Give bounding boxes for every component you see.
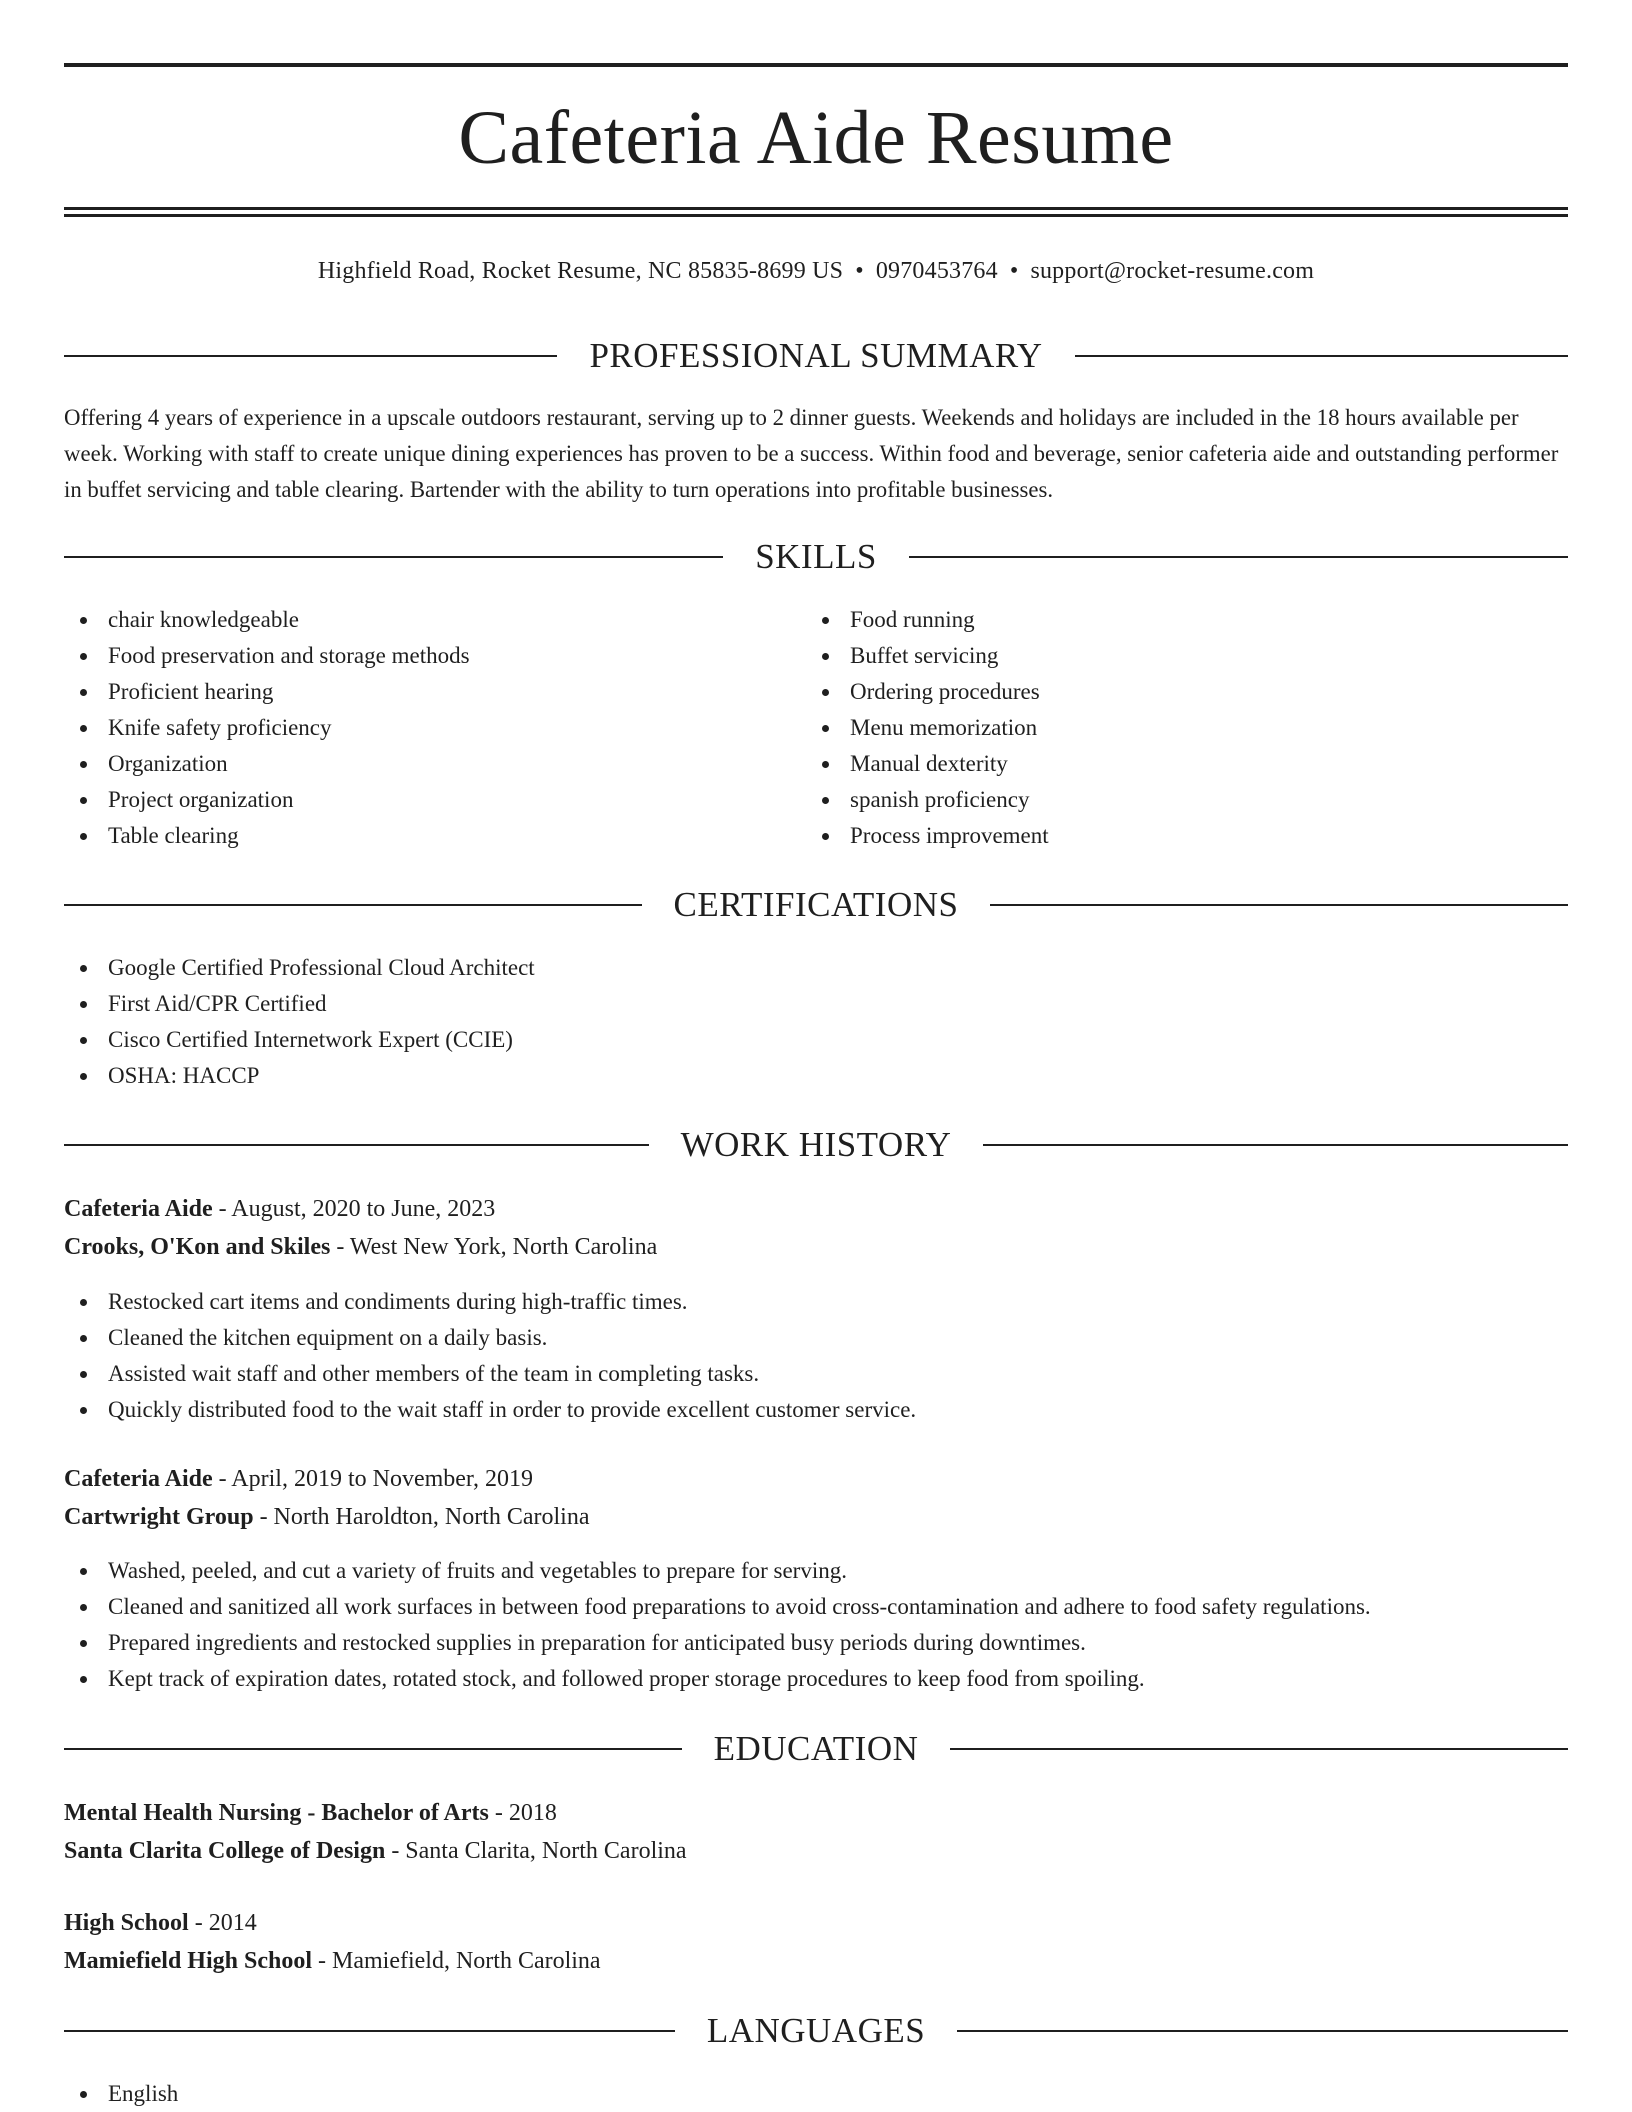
job-dates: - April, 2019 to November, 2019: [212, 1466, 533, 1492]
skill-item: Process improvement: [806, 818, 1049, 854]
job-title-line: [64, 1190, 495, 1228]
heading-rule: [1075, 355, 1568, 357]
skill-item: Menu memorization: [806, 710, 1049, 746]
section-title: EDUCATION: [713, 1729, 919, 1768]
section-heading-languages: [64, 2009, 1568, 2053]
section-heading-education: [64, 1727, 1568, 1771]
job-company-line: [64, 1498, 590, 1536]
certifications-list: [64, 950, 535, 1094]
job-dates: - August, 2020 to June, 2023: [212, 1196, 496, 1222]
job-bullet: Quickly distributed food to the wait staff in order to provide excellent customer service.: [64, 1392, 916, 1428]
job-bullets: [64, 1553, 1371, 1697]
job-title-line: [64, 1460, 533, 1498]
skill-item: Food running: [806, 602, 1049, 638]
certification-item: Google Certified Professional Cloud Architect: [64, 950, 535, 986]
job-bullet: Cleaned and sanitized all work surfaces in between food preparations to avoid cross-contamination and adhere to food safety regulations.: [64, 1589, 1371, 1625]
education-school: Santa Clarita College of Design: [64, 1838, 386, 1864]
job-bullets: [64, 1284, 916, 1428]
job-bullet: Cleaned the kitchen equipment on a daily basis.: [64, 1320, 916, 1356]
skill-item: Project organization: [64, 782, 470, 818]
skill-item: spanish proficiency: [806, 782, 1049, 818]
skill-item: Table clearing: [64, 818, 470, 854]
contact-separator: •: [1009, 258, 1019, 284]
section-heading-work-history: [64, 1123, 1568, 1167]
contact-separator: •: [855, 258, 864, 284]
skill-item: Knife safety proficiency: [64, 710, 470, 746]
education-school: Mamiefield High School: [64, 1948, 312, 1974]
heading-rule: [950, 1748, 1568, 1750]
section-heading-skills: [64, 535, 1568, 579]
job-title: Cafeteria Aide: [64, 1196, 213, 1222]
skill-item: Ordering procedures: [806, 674, 1049, 710]
job-title: Cafeteria Aide: [64, 1466, 213, 1492]
certification-item: Cisco Certified Internetwork Expert (CCIE): [64, 1022, 535, 1058]
skills-list-right: [806, 602, 1049, 854]
heading-rule: [64, 2030, 675, 2032]
job-bullet: Kept track of expiration dates, rotated stock, and followed proper storage procedures to keep food from spoiling.: [64, 1661, 1371, 1697]
certification-item: OSHA: HACCP: [64, 1058, 535, 1094]
skill-item: Manual dexterity: [806, 746, 1049, 782]
heading-rule: [64, 556, 723, 558]
skill-item: Organization: [64, 746, 470, 782]
skill-item: Buffet servicing: [806, 638, 1049, 674]
section-title: WORK HISTORY: [680, 1125, 952, 1164]
job-bullet: Assisted wait staff and other members of the team in completing tasks.: [64, 1356, 916, 1392]
job-bullet: Restocked cart items and condiments during high-traffic times.: [64, 1284, 916, 1320]
education-year: - 2014: [188, 1910, 257, 1936]
education-degree: High School: [64, 1910, 189, 1936]
education-school-line: [64, 1832, 687, 1870]
heading-rule: [909, 556, 1568, 558]
heading-rule: [64, 1748, 682, 1750]
skill-item: Proficient hearing: [64, 674, 470, 710]
job-bullet: Washed, peeled, and cut a variety of fruits and vegetables to prepare for serving.: [64, 1553, 1371, 1589]
education-degree: Mental Health Nursing - Bachelor of Arts: [64, 1800, 489, 1826]
heading-rule: [64, 904, 642, 906]
summary-paragraph: Offering 4 years of experience in a upscale outdoors restaurant, serving up to 2 dinner guests. Weekends and holidays are included in the 18 hours available per week. Working with staff to create unique dining experiences has proven to be a success. Within food and beverage, senior cafeteria aide and outstanding performer in buffet servicing and table clearing. Bartender with the ability to turn operations into profitable businesses.: [64, 405, 1559, 502]
skills-list-left: [64, 602, 470, 854]
skill-item: chair knowledgeable: [64, 602, 470, 638]
education-location: - Mamiefield, North Carolina: [312, 1948, 601, 1974]
section-heading-certifications: [64, 883, 1568, 927]
education-school-line: [64, 1942, 601, 1980]
section-title: SKILLS: [755, 537, 877, 576]
heading-rule: [957, 2030, 1568, 2032]
heading-rule: [64, 355, 557, 357]
contact-address: Highfield Road, Rocket Resume, NC 85835-8699 US: [317, 258, 844, 284]
heading-rule: [983, 1144, 1568, 1146]
education-degree-line: [64, 1904, 257, 1942]
education-degree-line: [64, 1794, 557, 1832]
contact-line: [64, 254, 1568, 288]
job-bullet: Prepared ingredients and restocked supplies in preparation for anticipated busy periods during downtimes.: [64, 1625, 1371, 1661]
certification-item: First Aid/CPR Certified: [64, 986, 535, 1022]
job-location: - West New York, North Carolina: [330, 1234, 658, 1260]
heading-rule: [64, 1144, 649, 1146]
contact-phone: 0970453764: [875, 258, 998, 284]
job-company: Cartwright Group: [64, 1504, 254, 1530]
education-year: - 2018: [488, 1800, 557, 1826]
heading-rule: [990, 904, 1568, 906]
section-title: PROFESSIONAL SUMMARY: [589, 336, 1043, 375]
job-company-line: [64, 1228, 657, 1266]
section-title: CERTIFICATIONS: [673, 885, 959, 924]
section-title: LANGUAGES: [706, 2011, 926, 2050]
contact-email: support@rocket-resume.com: [1030, 258, 1315, 284]
skill-item: Food preservation and storage methods: [64, 638, 470, 674]
languages-list: [64, 2076, 178, 2112]
education-location: - Santa Clarita, North Carolina: [385, 1838, 687, 1864]
resume-title: Cafeteria Aide Resume: [458, 96, 1174, 180]
top-rule: [64, 63, 1568, 67]
job-location: - North Haroldton, North Carolina: [253, 1504, 590, 1530]
section-heading-summary: [64, 334, 1568, 378]
double-rule: [64, 207, 1568, 217]
job-company: Crooks, O'Kon and Skiles: [64, 1234, 331, 1260]
language-item: English: [64, 2076, 178, 2112]
